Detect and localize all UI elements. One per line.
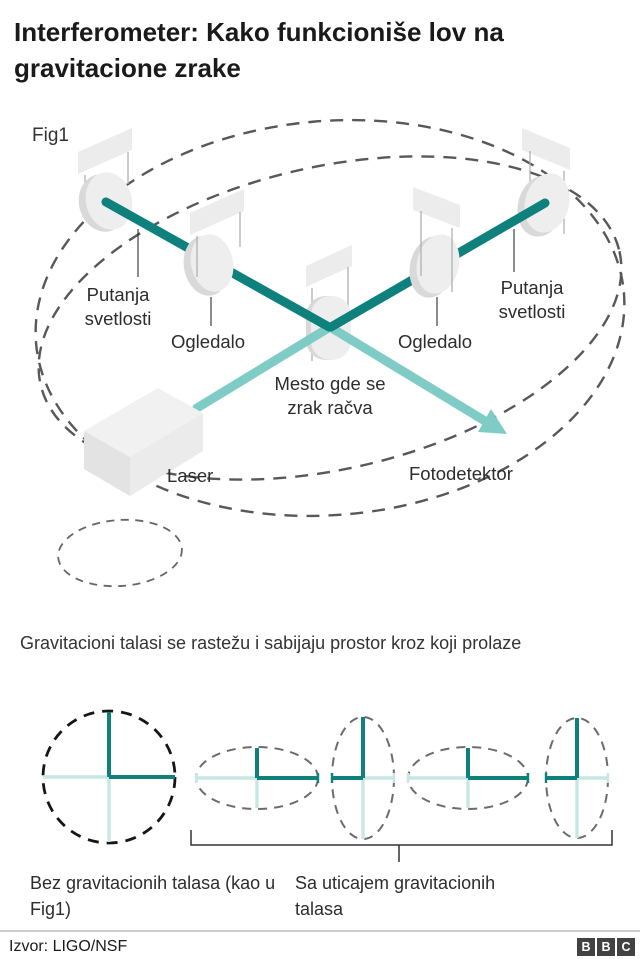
middle-caption: Gravitacioni talasi se rastežu i sabijaju prostor kroz koji prolaze (20, 633, 522, 653)
mirror-plate-icon (78, 128, 132, 174)
mirror-station-mid-right (404, 187, 465, 302)
label-with-waves: Sa uticajem gravitacionih talasa (295, 873, 496, 919)
label-beam-splitter: Mesto gde se zrak račva (274, 373, 386, 418)
group-bracket (191, 830, 612, 862)
label-light-path-left: Putanja svetlosti (84, 284, 152, 329)
mirror-plate-icon (306, 245, 352, 287)
beam-splitter-station (306, 245, 352, 361)
bbc-logo-block-b1: B (577, 938, 595, 956)
bbc-logo (577, 938, 635, 956)
mirror-station-far-left (73, 128, 139, 237)
source-credit: Izvor: LIGO/NSF (9, 938, 128, 955)
fig1-label: Fig1 (32, 125, 69, 146)
bbc-logo-block-b2: B (597, 938, 615, 956)
label-laser: Laser (167, 465, 214, 486)
bracket-line (191, 830, 612, 845)
page-title: Interferometer: Kako funkcioniše lov na gravitacione zrake (14, 17, 504, 83)
small-dashed-ellipse (56, 516, 184, 590)
shape-ellipse-wave-3 (408, 747, 528, 809)
label-light-path-right: Putanja svetlosti (498, 277, 566, 322)
shape-ellipse-wave-2 (332, 717, 394, 839)
mirror-plate-icon (413, 187, 460, 228)
bbc-logo-block-c: C (617, 938, 635, 956)
label-mirror-right: Ogledalo (398, 331, 473, 352)
shape-ellipse-wave-4 (546, 718, 608, 838)
label-without-waves: Bez gravitacionih talasa (kao u Fig1) (30, 873, 276, 919)
label-mirror-left: Ogledalo (171, 331, 246, 352)
mirror-station-far-right (511, 128, 575, 242)
shape-circle-no-waves (43, 711, 175, 843)
shape-ellipse-wave-1 (196, 747, 318, 809)
label-photodetector: Fotodetektor (409, 463, 513, 484)
